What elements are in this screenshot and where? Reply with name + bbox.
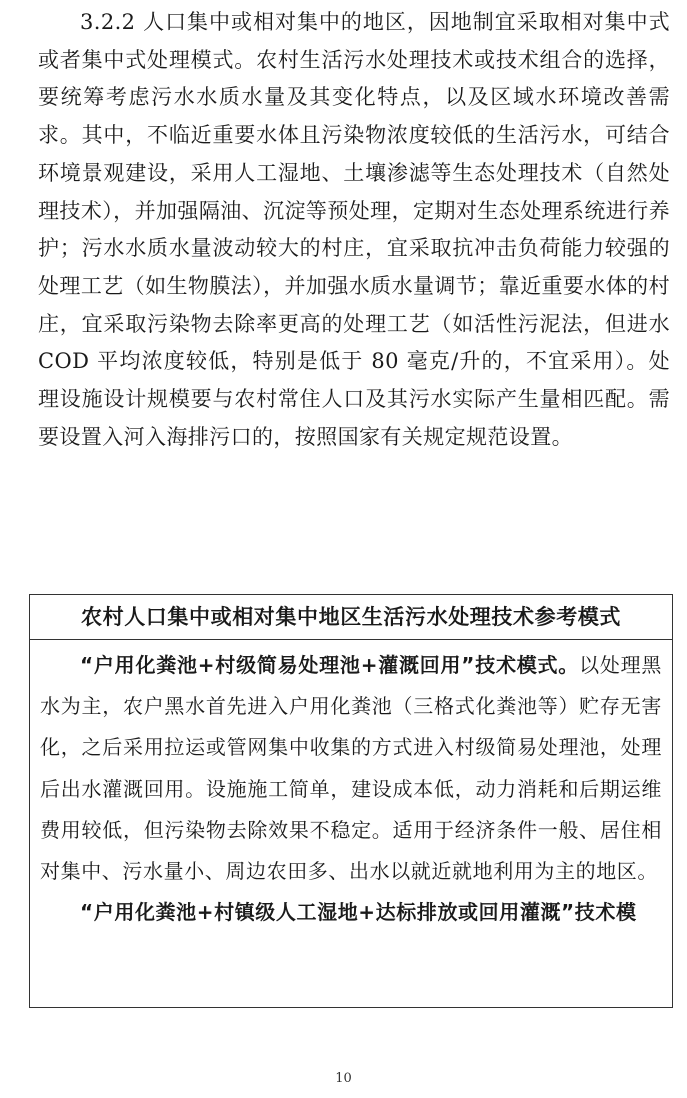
body-paragraph: 3.2.2 人口集中或相对集中的地区，因地制宜采取相对集中式或者集中式处理模式。农村生活污水处理技术或技术组合的选择，要统筹考虑污水水质水量及其变化特点，以及区域水环境改善需求。其中，不临近重要水体且污染物浓度较低的生活污水，可结合环境景观建设，采用人工湿地、土壤渗滤等生态处理技术（自然处理技术），并加强隔油、沉淀等预处理，定期对生态处理系统进行养护；污水水质水量波动较大的村庄，宜采取抗冲击负荷能力较强的处理工艺（如生物膜法），并加强水质水量调节；靠近重要水体的村庄，宜采取污染物去除率更高的处理工艺（如活性污泥法，但进水 COD 平均浓度较低，特别是低于 80 毫克/升的，不宜采用）。处理设施设计规模要与农村常住人口及其污水实际产生量相匹配。需要设置入河入海排污口的，按照国家有关规定规范设置。 <box>38 10 670 449</box>
mode-1-title: “户用化粪池+村级简易处理池+灌溉回用”技术模式。 <box>80 653 580 677</box>
reference-mode-box <box>29 594 673 1008</box>
mode-2-paragraph <box>30 892 672 933</box>
page-number: 10 <box>335 1071 352 1086</box>
mode-2-title: “户用化粪池+村镇级人工湿地+达标排放或回用灌溉”技术模 <box>80 900 637 925</box>
mode-1-text: 以处理黑水为主，农户黑水首先进入户用化粪池（三格式化粪池等）贮存无害化，之后采用拉运或管网集中收集的方式进入村级简易处理池，处理后出水灌溉回用。设施施工简单，建设成本低，动力消耗和后期运维费用较低，但污染物去除效果不稳定。适用于经济条件一般、居住相对集中、污水量小、周边农田多、出水以就近就地利用为主的地区。 <box>40 653 662 884</box>
mode-1-paragraph <box>30 645 672 892</box>
box-title: 农村人口集中或相对集中地区生活污水处理技术参考模式 <box>30 595 672 640</box>
